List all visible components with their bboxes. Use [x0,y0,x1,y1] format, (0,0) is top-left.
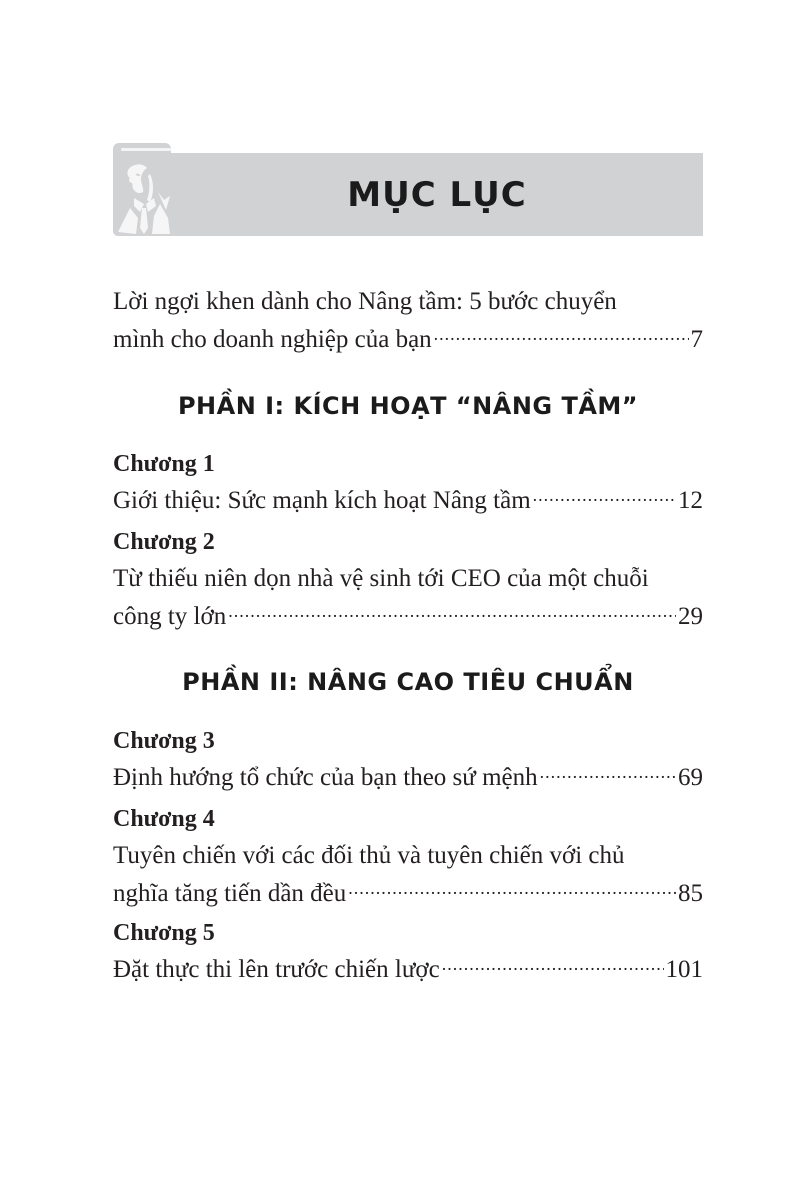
entry-title: Định hướng tổ chức của bạn theo sứ mệnh [113,764,538,791]
man-silhouette-icon [114,152,174,236]
entry-title: Giới thiệu: Sức mạnh kích hoạt Nâng tầm [113,487,531,514]
chapter-label: Chương 5 [113,920,215,946]
page-number: 85 [678,880,703,907]
dot-leader [434,322,689,347]
toc-entry-chapter-4[interactable] [113,801,703,913]
dot-leader [442,952,664,977]
toc-entry-chapter-3[interactable] [113,723,703,797]
dot-leader [348,876,676,901]
entry-line [113,321,703,359]
entry-title: Đặt thực thi lên trước chiến lược [113,956,440,983]
entry-line [113,759,703,797]
entry-title-line1: Tuyên chiến với các đối thủ và tuyên chiến với chủ [113,842,625,869]
page-number: 69 [678,764,703,791]
entry-line [113,951,703,989]
entry-title-line1: Từ thiếu niên dọn nhà vệ sinh tới CEO của một chuỗi [113,565,649,592]
entry-title-line2: công ty lớn [113,603,227,630]
entry-line [113,482,703,520]
entry-line [113,875,703,913]
chapter-label: Chương 4 [113,806,215,832]
toc-entry-chapter-2[interactable] [113,524,703,636]
entry-line [113,598,703,636]
part-heading-1: PHẦN I: KÍCH HOẠT “NÂNG TẦM” [177,392,639,420]
dot-leader [540,760,676,785]
chapter-label: Chương 1 [113,451,215,477]
entry-line [113,560,703,598]
page-number: 101 [665,956,703,983]
entry-title-line2: mình cho doanh nghiệp của bạn [113,326,432,353]
part-heading-2: PHẦN II: NÂNG CAO TIÊU CHUẨN [182,668,634,696]
banner-tab-highlight [121,148,171,151]
entry-title-line2: nghĩa tăng tiến dần đều [113,880,347,907]
entry-title-line1: Lời ngợi khen dành cho Nâng tầm: 5 bước chuyển [113,288,617,315]
toc-entry-chapter-1[interactable] [113,446,703,520]
dot-leader [228,599,676,624]
page-number: 29 [678,603,703,630]
page-number: 7 [690,326,703,353]
chapter-label: Chương 3 [113,728,215,754]
page-title: MỤC LỤC [347,174,527,215]
entry-line [113,283,703,321]
toc-entry-chapter-5[interactable] [113,915,703,989]
chapter-label: Chương 2 [113,529,215,555]
entry-line [113,837,703,875]
toc-entry-intro[interactable] [113,283,703,359]
page-number: 12 [678,487,703,514]
dot-leader [533,483,676,508]
